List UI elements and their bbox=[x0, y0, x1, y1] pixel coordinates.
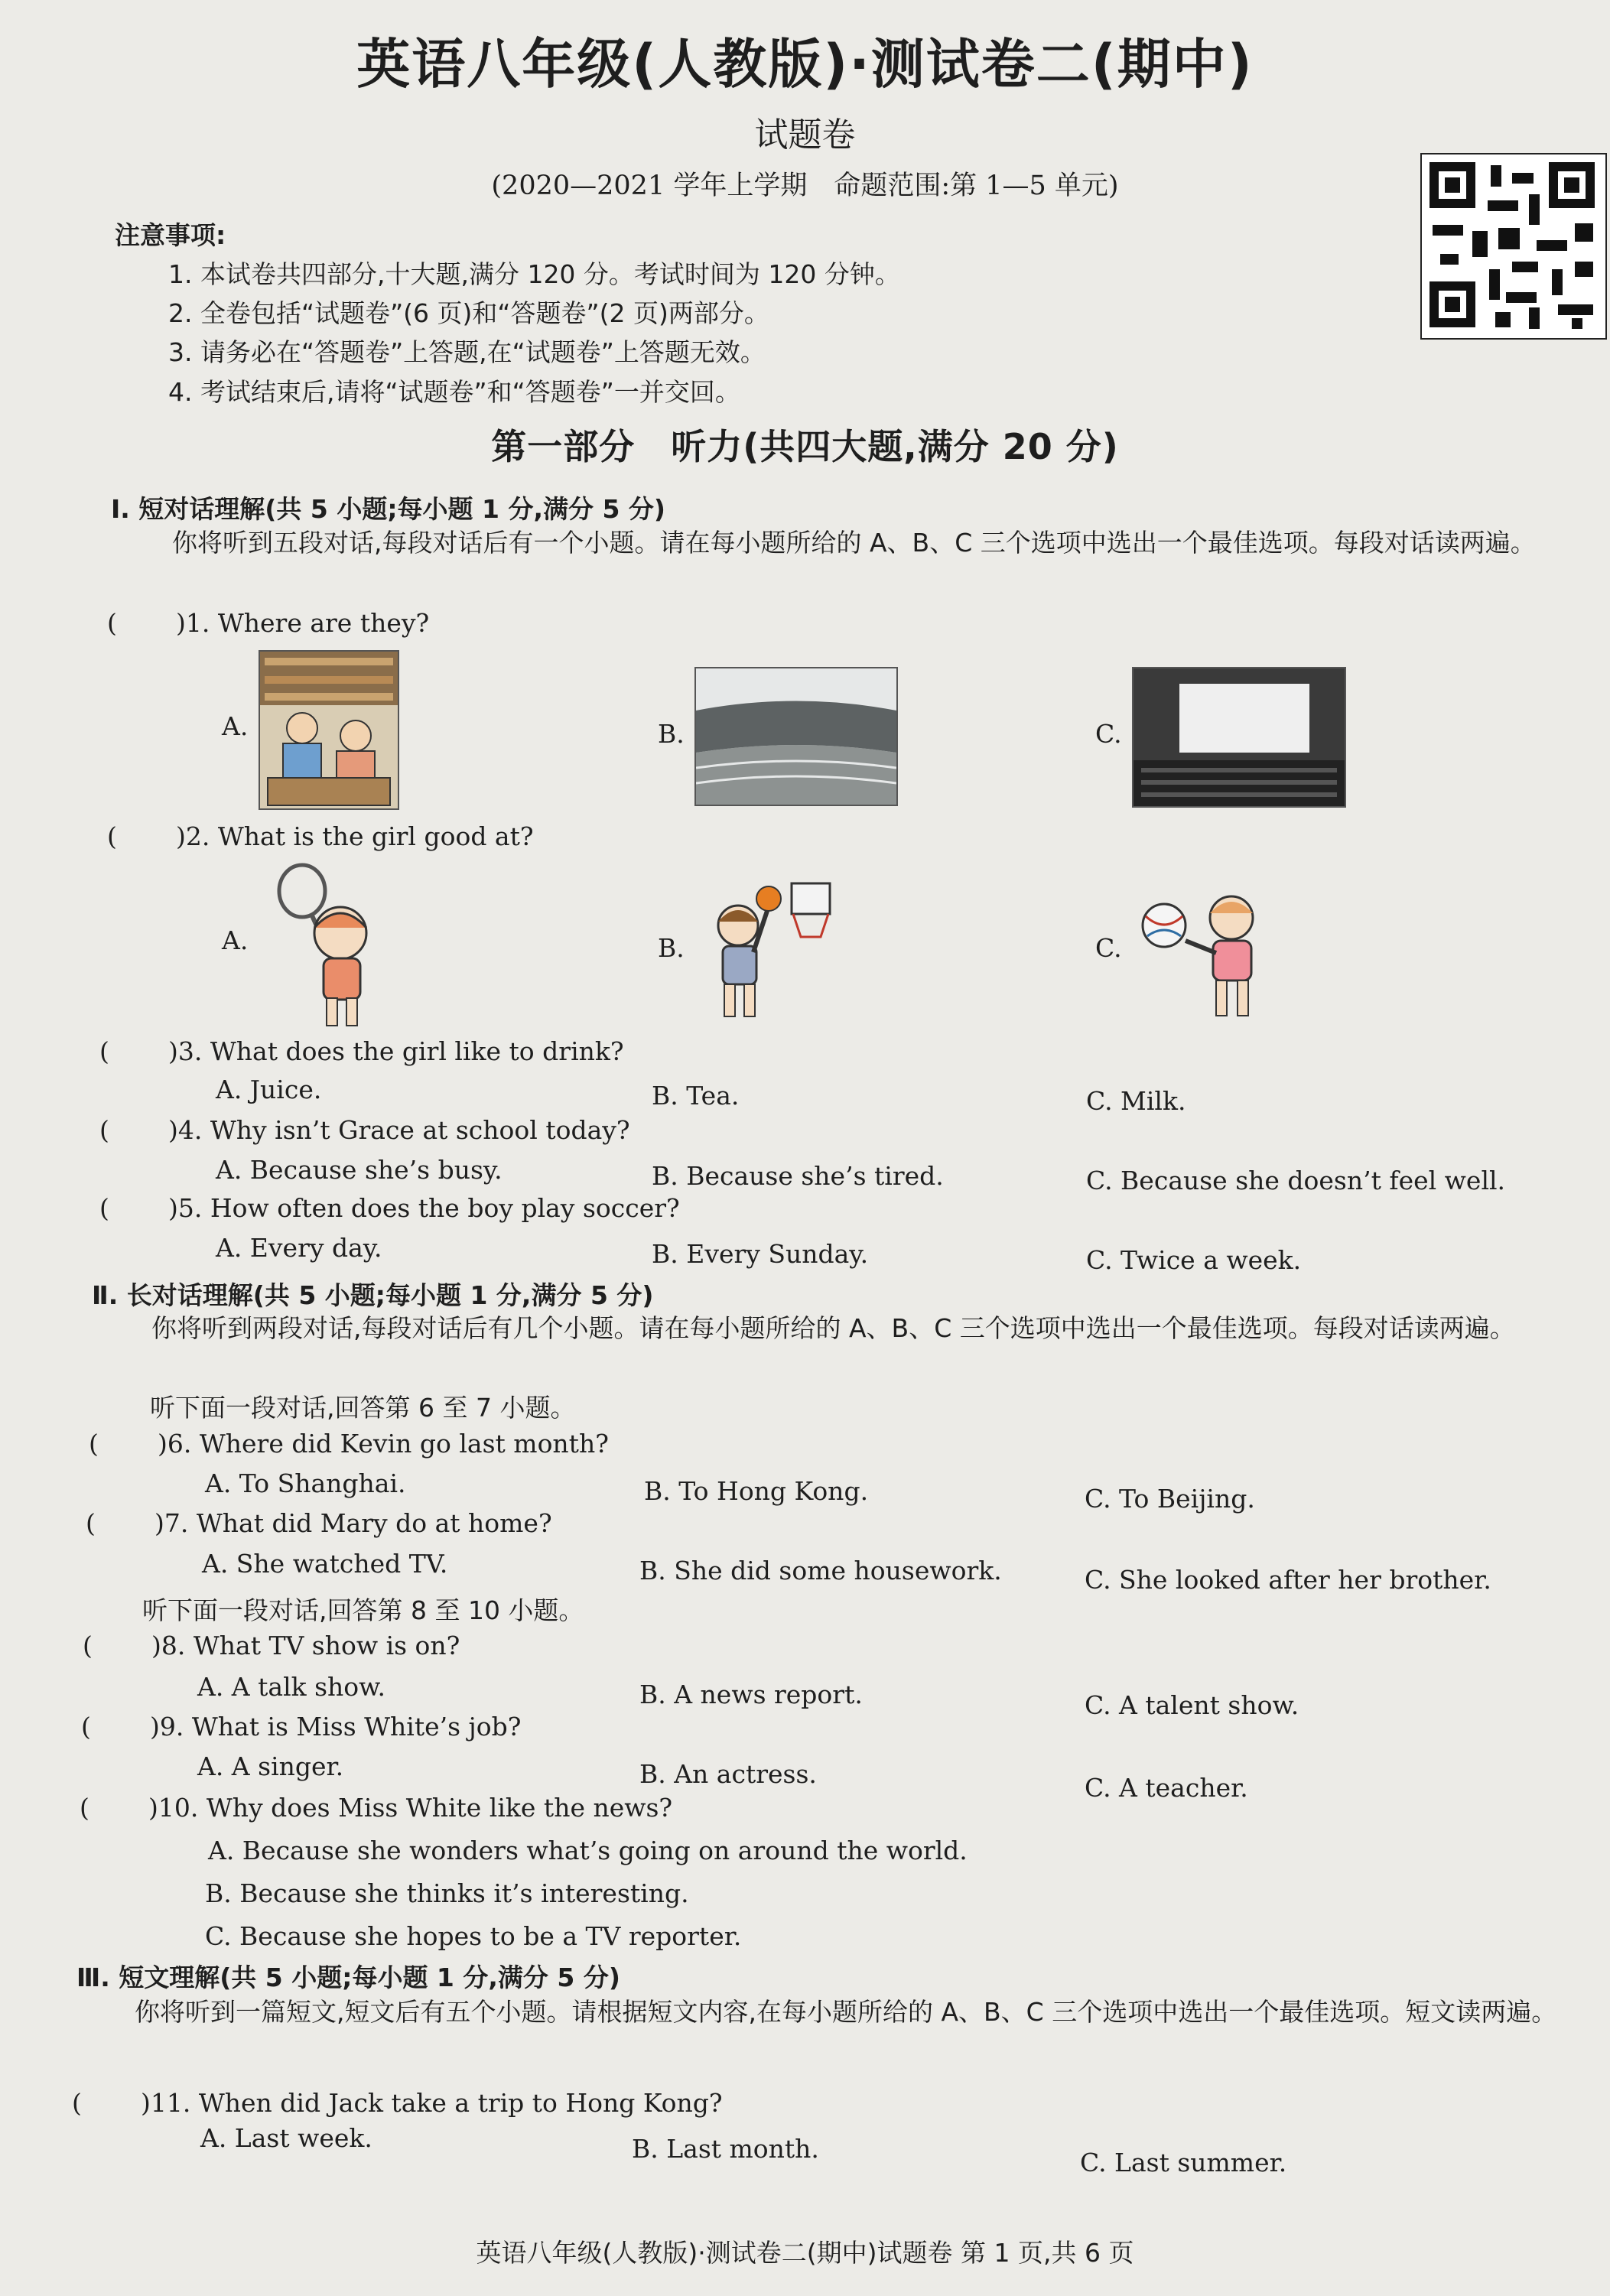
question-11 bbox=[72, 2088, 723, 2118]
option-a-label: A. bbox=[222, 711, 249, 741]
answer-bracket[interactable]: ( bbox=[72, 2088, 82, 2118]
option-b: B. An actress. bbox=[639, 1759, 817, 1789]
question-text: )9. What is Miss White’s job? bbox=[150, 1712, 522, 1742]
answer-bracket[interactable]: ( bbox=[81, 1712, 91, 1742]
answer-bracket[interactable]: ( bbox=[99, 1115, 109, 1145]
option-c: C. Milk. bbox=[1086, 1086, 1186, 1116]
question-text: )6. Where did Kevin go last month? bbox=[158, 1429, 609, 1459]
answer-bracket[interactable]: ( bbox=[89, 1429, 99, 1459]
option-a: A. Juice. bbox=[216, 1075, 322, 1104]
section-instructions: 你将听到五段对话,每段对话后有一个小题。请在每小题所给的 A、B、C 三个选项中选出一个最佳选项。每段对话读两遍。 bbox=[172, 528, 1536, 558]
basketball-girl-picture bbox=[685, 876, 838, 1021]
option-c: C. To Beijing. bbox=[1085, 1484, 1255, 1514]
answer-bracket[interactable]: ( bbox=[86, 1508, 96, 1538]
dialogue-note: 听下面一段对话,回答第 6 至 7 小题。 bbox=[150, 1393, 576, 1423]
option-b: B. Last month. bbox=[632, 2134, 819, 2164]
qr-code-icon bbox=[1420, 153, 1607, 340]
question-text: )2. What is the girl good at? bbox=[176, 821, 534, 851]
cinema-picture bbox=[1132, 667, 1346, 808]
question-2 bbox=[107, 821, 534, 851]
option-b: B. She did some housework. bbox=[639, 1556, 1002, 1585]
question-text: )4. Why isn’t Grace at school today? bbox=[168, 1115, 630, 1145]
option-c-label: C. bbox=[1095, 933, 1122, 963]
question-6 bbox=[89, 1429, 609, 1459]
question-8 bbox=[83, 1631, 460, 1660]
answer-bracket[interactable]: ( bbox=[107, 821, 117, 851]
page-footer: 英语八年级(人教版)·测试卷二(期中)试题卷 第 1 页,共 6 页 bbox=[476, 2238, 1134, 2268]
answer-bracket[interactable]: ( bbox=[99, 1036, 109, 1066]
question-text: )7. What did Mary do at home? bbox=[154, 1508, 552, 1538]
option-c-label: C. bbox=[1095, 719, 1122, 749]
question-4 bbox=[99, 1115, 630, 1145]
question-7 bbox=[86, 1508, 552, 1538]
tennis-girl-picture bbox=[256, 860, 394, 1029]
section-instructions: 你将听到两段对话,每段对话后有几个小题。请在每小题所给的 A、B、C 三个选项中选出一个最佳选项。每段对话读两遍。 bbox=[151, 1313, 1515, 1343]
option-a: A. Because she wonders what’s going on around the world. bbox=[208, 1836, 968, 1865]
option-c: C. A teacher. bbox=[1085, 1773, 1248, 1803]
option-a-label: A. bbox=[222, 925, 249, 955]
option-b-label: B. bbox=[658, 933, 685, 963]
option-c: C. Last summer. bbox=[1080, 2148, 1287, 2177]
option-a: A. A talk show. bbox=[197, 1672, 385, 1702]
stadium-picture bbox=[694, 667, 898, 806]
option-a: A. She watched TV. bbox=[202, 1549, 448, 1579]
option-a: A. Because she’s busy. bbox=[216, 1155, 503, 1185]
notice-item: 4. 考试结束后,请将“试题卷”和“答题卷”一并交回。 bbox=[168, 377, 740, 407]
question-1 bbox=[107, 608, 429, 638]
option-b: B. A news report. bbox=[639, 1680, 863, 1709]
option-b: B. To Hong Kong. bbox=[644, 1476, 869, 1506]
page-title: 英语八年级(人教版)·测试卷二(期中) bbox=[356, 33, 1254, 96]
exam-range: (2020—2021 学年上学期 命题范围:第 1—5 单元) bbox=[491, 171, 1119, 201]
option-b-label: B. bbox=[658, 719, 685, 749]
notice-heading: 注意事项: bbox=[115, 220, 226, 250]
option-c: C. A talent show. bbox=[1085, 1690, 1299, 1720]
question-text: )5. How often does the boy play soccer? bbox=[168, 1193, 680, 1223]
option-c: C. Because she hopes to be a TV reporter. bbox=[205, 1921, 742, 1951]
answer-bracket[interactable]: ( bbox=[83, 1631, 93, 1660]
question-text: )3. What does the girl like to drink? bbox=[168, 1036, 624, 1066]
option-c: C. Because she doesn’t feel well. bbox=[1086, 1166, 1506, 1195]
section-instructions: 你将听到一篇短文,短文后有五个小题。请根据短文内容,在每小题所给的 A、B、C 三个选项中选出一个最佳选项。短文读两遍。 bbox=[135, 1997, 1557, 2027]
answer-bracket[interactable]: ( bbox=[80, 1793, 89, 1823]
answer-bracket[interactable]: ( bbox=[99, 1193, 109, 1223]
notice-item: 3. 请务必在“答题卷”上答题,在“试题卷”上答题无效。 bbox=[168, 337, 766, 367]
question-10 bbox=[80, 1793, 672, 1823]
option-b: B. Every Sunday. bbox=[652, 1239, 869, 1269]
question-text: )10. Why does Miss White like the news? bbox=[148, 1793, 673, 1823]
option-b: B. Because she thinks it’s interesting. bbox=[205, 1878, 689, 1908]
library-picture bbox=[259, 650, 399, 810]
option-b: B. Because she’s tired. bbox=[652, 1161, 944, 1191]
question-text: )11. When did Jack take a trip to Hong Kong? bbox=[141, 2088, 723, 2118]
question-3 bbox=[99, 1036, 624, 1066]
answer-bracket[interactable]: ( bbox=[107, 608, 117, 638]
question-5 bbox=[99, 1193, 680, 1223]
question-text: )8. What TV show is on? bbox=[151, 1631, 460, 1660]
section-heading: Ⅱ. 长对话理解(共 5 小题;每小题 1 分,满分 5 分) bbox=[92, 1280, 654, 1310]
section-heading: Ⅰ. 短对话理解(共 5 小题;每小题 1 分,满分 5 分) bbox=[111, 494, 666, 524]
option-c: C. Twice a week. bbox=[1086, 1245, 1302, 1275]
question-text: )1. Where are they? bbox=[176, 608, 430, 638]
option-c: C. She looked after her brother. bbox=[1085, 1565, 1491, 1595]
option-a: A. Every day. bbox=[216, 1233, 382, 1263]
part-one-heading: 第一部分 听力(共四大题,满分 20 分) bbox=[491, 426, 1119, 467]
question-9 bbox=[81, 1712, 521, 1742]
option-b: B. Tea. bbox=[652, 1081, 740, 1111]
option-a: A. Last week. bbox=[200, 2123, 372, 2153]
volleyball-girl-picture bbox=[1132, 880, 1293, 1021]
option-a: A. A singer. bbox=[197, 1751, 344, 1781]
dialogue-note: 听下面一段对话,回答第 8 至 10 小题。 bbox=[142, 1595, 584, 1625]
page-subtitle: 试题卷 bbox=[754, 115, 856, 154]
section-heading: Ⅲ. 短文理解(共 5 小题;每小题 1 分,满分 5 分) bbox=[76, 1963, 620, 1992]
notice-item: 1. 本试卷共四部分,十大题,满分 120 分。考试时间为 120 分钟。 bbox=[168, 259, 900, 289]
option-a: A. To Shanghai. bbox=[205, 1468, 406, 1498]
notice-item: 2. 全卷包括“试题卷”(6 页)和“答题卷”(2 页)两部分。 bbox=[168, 298, 769, 328]
